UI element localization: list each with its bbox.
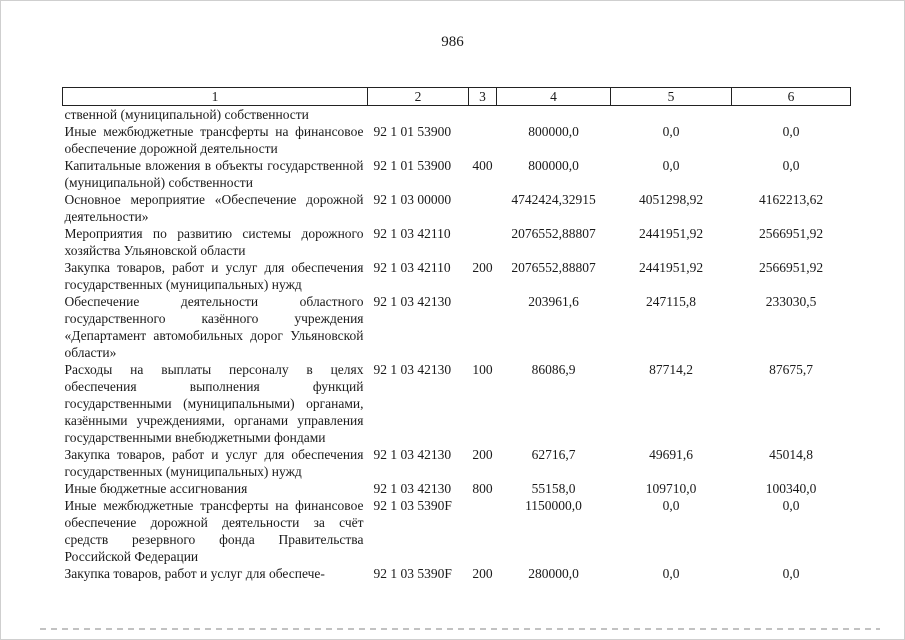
row-value-year2: 2441951,92 [638,260,704,275]
row-code: 92 1 01 53900 [373,158,452,173]
row-value-year2: 0,0 [662,566,680,581]
table-row [63,446,851,480]
header-row [63,88,851,106]
row-value-year3: 0,0 [782,498,800,513]
table-row [63,293,851,361]
page-number: 986 [441,34,464,50]
row-code: 92 1 03 5390F [373,498,452,513]
table-row [63,225,851,259]
row-name: ственной (муниципальной) собственности [64,107,309,122]
row-value-year1: 4742424,32915 [511,192,596,207]
table-row [63,480,851,497]
row-value-year2: 49691,6 [649,447,693,462]
row-value-year1: 800000,0 [528,158,579,173]
row-name: Капитальные вложения в объекты государственной (муниципальной) собственности [64,158,364,190]
row-value-year2: 0,0 [662,498,680,513]
row-code: 92 1 03 42130 [373,294,452,309]
row-code: 92 1 03 00000 [373,192,452,207]
row-value-year2 [611,106,732,124]
header-cell-name: 1 [63,88,368,106]
row-value-year2: 2441951,92 [638,226,704,241]
table-body [63,106,851,583]
row-value-year1: 800000,0 [528,124,579,139]
row-value-year2: 87714,2 [649,362,693,377]
row-value-year1: 203961,6 [528,294,579,309]
row-value-year1: 1150000,0 [525,498,582,513]
row-code: 92 1 03 42130 [373,447,452,462]
row-type: 100 [472,362,493,377]
row-code: 92 1 03 42130 [373,481,452,496]
row-name: Иные межбюджетные трансферты на финансовое обеспечение дорожной деятельности [64,124,364,156]
row-name: Мероприятия по развитию системы дорожного хозяйства Ульяновской области [64,226,364,258]
row-code: 92 1 03 5390F [373,566,452,581]
table-row [63,123,851,157]
table-row [63,106,851,124]
row-type [469,225,497,259]
row-value-year3: 2566951,92 [758,260,824,275]
row-type: 200 [472,260,493,275]
table-row [63,157,851,191]
row-code [368,106,469,124]
row-value-year1: 62716,7 [531,447,576,462]
row-type: 200 [472,447,493,462]
row-value-year2: 0,0 [662,124,680,139]
row-type: 800 [472,481,493,496]
row-value-year3: 2566951,92 [758,226,824,241]
row-name: Закупка товаров, работ и услуг для обеспечения государственных (муниципальных) нужд [64,447,364,479]
row-value-year2: 0,0 [662,158,680,173]
row-value-year3 [732,106,851,124]
row-value-year1: 86086,9 [531,362,576,377]
row-value-year3: 0,0 [782,158,800,173]
row-name: Обеспечение деятельности областного государственного казённого учреждения «Департамент автомобильных дорог Ульяновской области» [64,294,364,360]
row-name: Основное мероприятие «Обеспечение дорожной деятельности» [64,192,364,224]
row-name: Закупка товаров, работ и услуг для обеспечения государственных (муниципальных) нужд [64,260,364,292]
row-code: 92 1 03 42130 [373,362,452,377]
row-value-year2: 247115,8 [645,294,697,309]
header-cell-year3: 6 [732,88,851,106]
table-row [63,565,851,582]
row-value-year3: 87675,7 [769,362,813,377]
header-cell-type: 3 [469,88,497,106]
row-name: Закупка товаров, работ и услуг для обеспече- [64,566,325,581]
row-type [469,123,497,157]
row-value-year1 [497,106,611,124]
row-type: 200 [472,566,493,581]
row-value-year2: 109710,0 [645,481,697,496]
row-name: Расходы на выплаты персоналу в целях обеспечения выполнения функций государственными (муниципальными) органами, казёнными учреждениями, органами управления государственными внебюджетными фондами [64,362,364,445]
table-row [63,497,851,565]
row-type [469,106,497,124]
header-cell-year1: 4 [497,88,611,106]
row-name: Иные межбюджетные трансферты на финансовое обеспечение дорожной деятельности за счёт средств резервного фонда Правительства Российской Федерации [64,498,364,564]
table-row [63,361,851,446]
row-code: 92 1 01 53900 [373,124,452,139]
scan-artifact [40,628,880,630]
header-cell-year2: 5 [611,88,732,106]
row-type: 400 [472,158,493,173]
budget-table [62,87,851,582]
row-type [469,497,497,565]
row-value-year3: 100340,0 [765,481,817,496]
row-type [469,293,497,361]
row-value-year1: 2076552,88807 [511,226,596,241]
row-value-year3: 0,0 [782,566,800,581]
row-name: Иные бюджетные ассигнования [64,481,248,496]
row-value-year3: 233030,5 [765,294,817,309]
row-code: 92 1 03 42110 [373,260,451,275]
row-value-year3: 45014,8 [769,447,813,462]
row-value-year1: 55158,0 [531,481,576,496]
row-value-year1: 2076552,88807 [511,260,596,275]
row-code: 92 1 03 42110 [373,226,451,241]
table-row [63,191,851,225]
row-value-year1: 280000,0 [528,566,579,581]
header-cell-code: 2 [368,88,469,106]
row-type [469,191,497,225]
table-row [63,259,851,293]
row-value-year3: 0,0 [782,124,800,139]
row-value-year3: 4162213,62 [758,192,824,207]
row-value-year2: 4051298,92 [638,192,704,207]
